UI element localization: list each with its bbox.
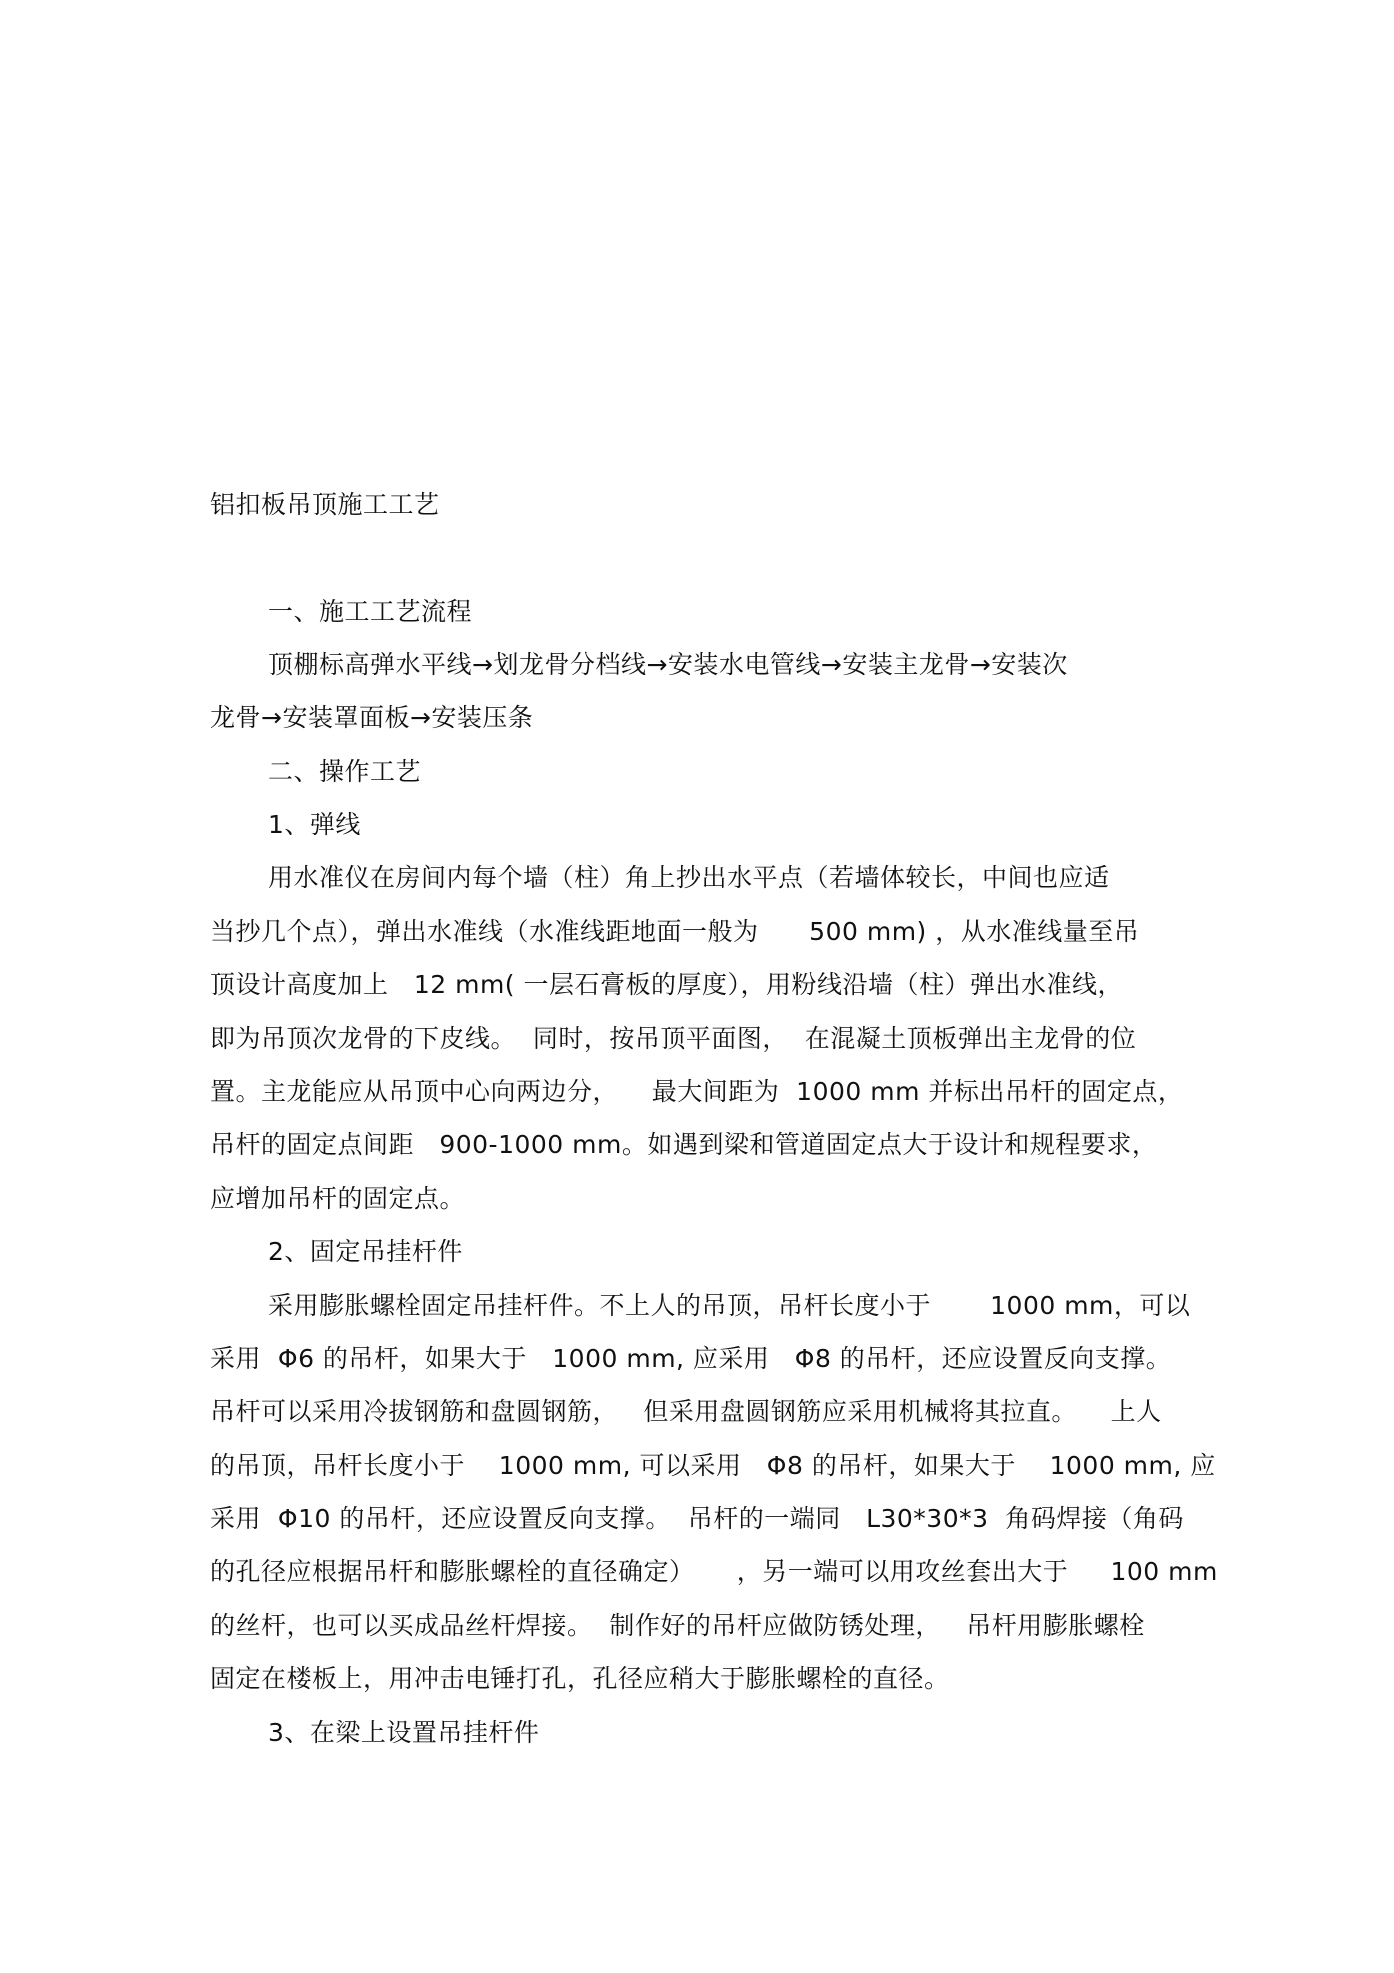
paragraph-line: 龙骨→安装罩面板→安装压条 bbox=[210, 703, 534, 732]
paragraph-line: 的吊顶，吊杆长度小于 1000 mm, 可以采用 Φ8 的吊杆，如果大于 1000 mm, 应 bbox=[210, 1451, 1216, 1480]
paragraph-line: 采用 Φ10 的吊杆，还应设置反向支撑。 吊杆的一端同 L30*30*3 角码焊接（角码 bbox=[210, 1504, 1184, 1533]
paragraph-line: 当抄几个点），弹出水准线（水准线距地面一般为 500 mm) ，从水准线量至吊 bbox=[210, 917, 1140, 946]
subsection-heading: 3、在梁上设置吊挂杆件 bbox=[268, 1718, 540, 1747]
paragraph-line: 吊杆可以采用冷拔钢筋和盘圆钢筋， 但采用盘圆钢筋应采用机械将其拉直。 上人 bbox=[210, 1397, 1162, 1426]
section-heading: 一、施工工艺流程 bbox=[268, 597, 473, 626]
document-title: 铝扣板吊顶施工工艺 bbox=[210, 490, 440, 519]
paragraph-line: 采用膨胀螺栓固定吊挂杆件。不上人的吊顶，吊杆长度小于 1000 mm，可以 bbox=[268, 1291, 1191, 1320]
section-heading: 二、操作工艺 bbox=[268, 757, 422, 786]
paragraph-line: 的孔径应根据吊杆和膨胀螺栓的直径确定） ，另一端可以用攻丝套出大于 100 mm bbox=[210, 1557, 1218, 1586]
paragraph-line: 应增加吊杆的固定点。 bbox=[210, 1184, 466, 1213]
paragraph-line: 固定在楼板上，用冲击电锤打孔，孔径应稍大于膨胀螺栓的直径。 bbox=[210, 1664, 950, 1693]
paragraph-line: 即为吊顶次龙骨的下皮线。 同时，按吊顶平面图， 在混凝土顶板弹出主龙骨的位 bbox=[210, 1024, 1137, 1053]
paragraph-line: 采用 Φ6 的吊杆，如果大于 1000 mm, 应采用 Φ8 的吊杆，还应设置反向支撑。 bbox=[210, 1344, 1172, 1373]
paragraph-line: 顶棚标高弹水平线→划龙骨分档线→安装水电管线→安装主龙骨→安装次 bbox=[268, 650, 1068, 679]
subsection-heading: 2、固定吊挂杆件 bbox=[268, 1237, 463, 1266]
paragraph-line: 置。主龙能应从吊顶中心向两边分， 最大间距为 1000 mm 并标出吊杆的固定点， bbox=[210, 1077, 1184, 1106]
subsection-heading: 1、弹线 bbox=[268, 810, 361, 839]
paragraph-line: 用水准仪在房间内每个墙（柱）角上抄出水平点（若墙体较长，中间也应适 bbox=[268, 863, 1110, 892]
paragraph-line: 吊杆的固定点间距 900-1000 mm。如遇到梁和管道固定点大于设计和规程要求， bbox=[210, 1130, 1158, 1159]
paragraph-line: 的丝杆，也可以买成品丝杆焊接。 制作好的吊杆应做防锈处理， 吊杆用膨胀螺栓 bbox=[210, 1611, 1145, 1640]
paragraph-line: 顶设计高度加上 12 mm( 一层石膏板的厚度），用粉线沿墙（柱）弹出水准线， bbox=[210, 970, 1124, 999]
